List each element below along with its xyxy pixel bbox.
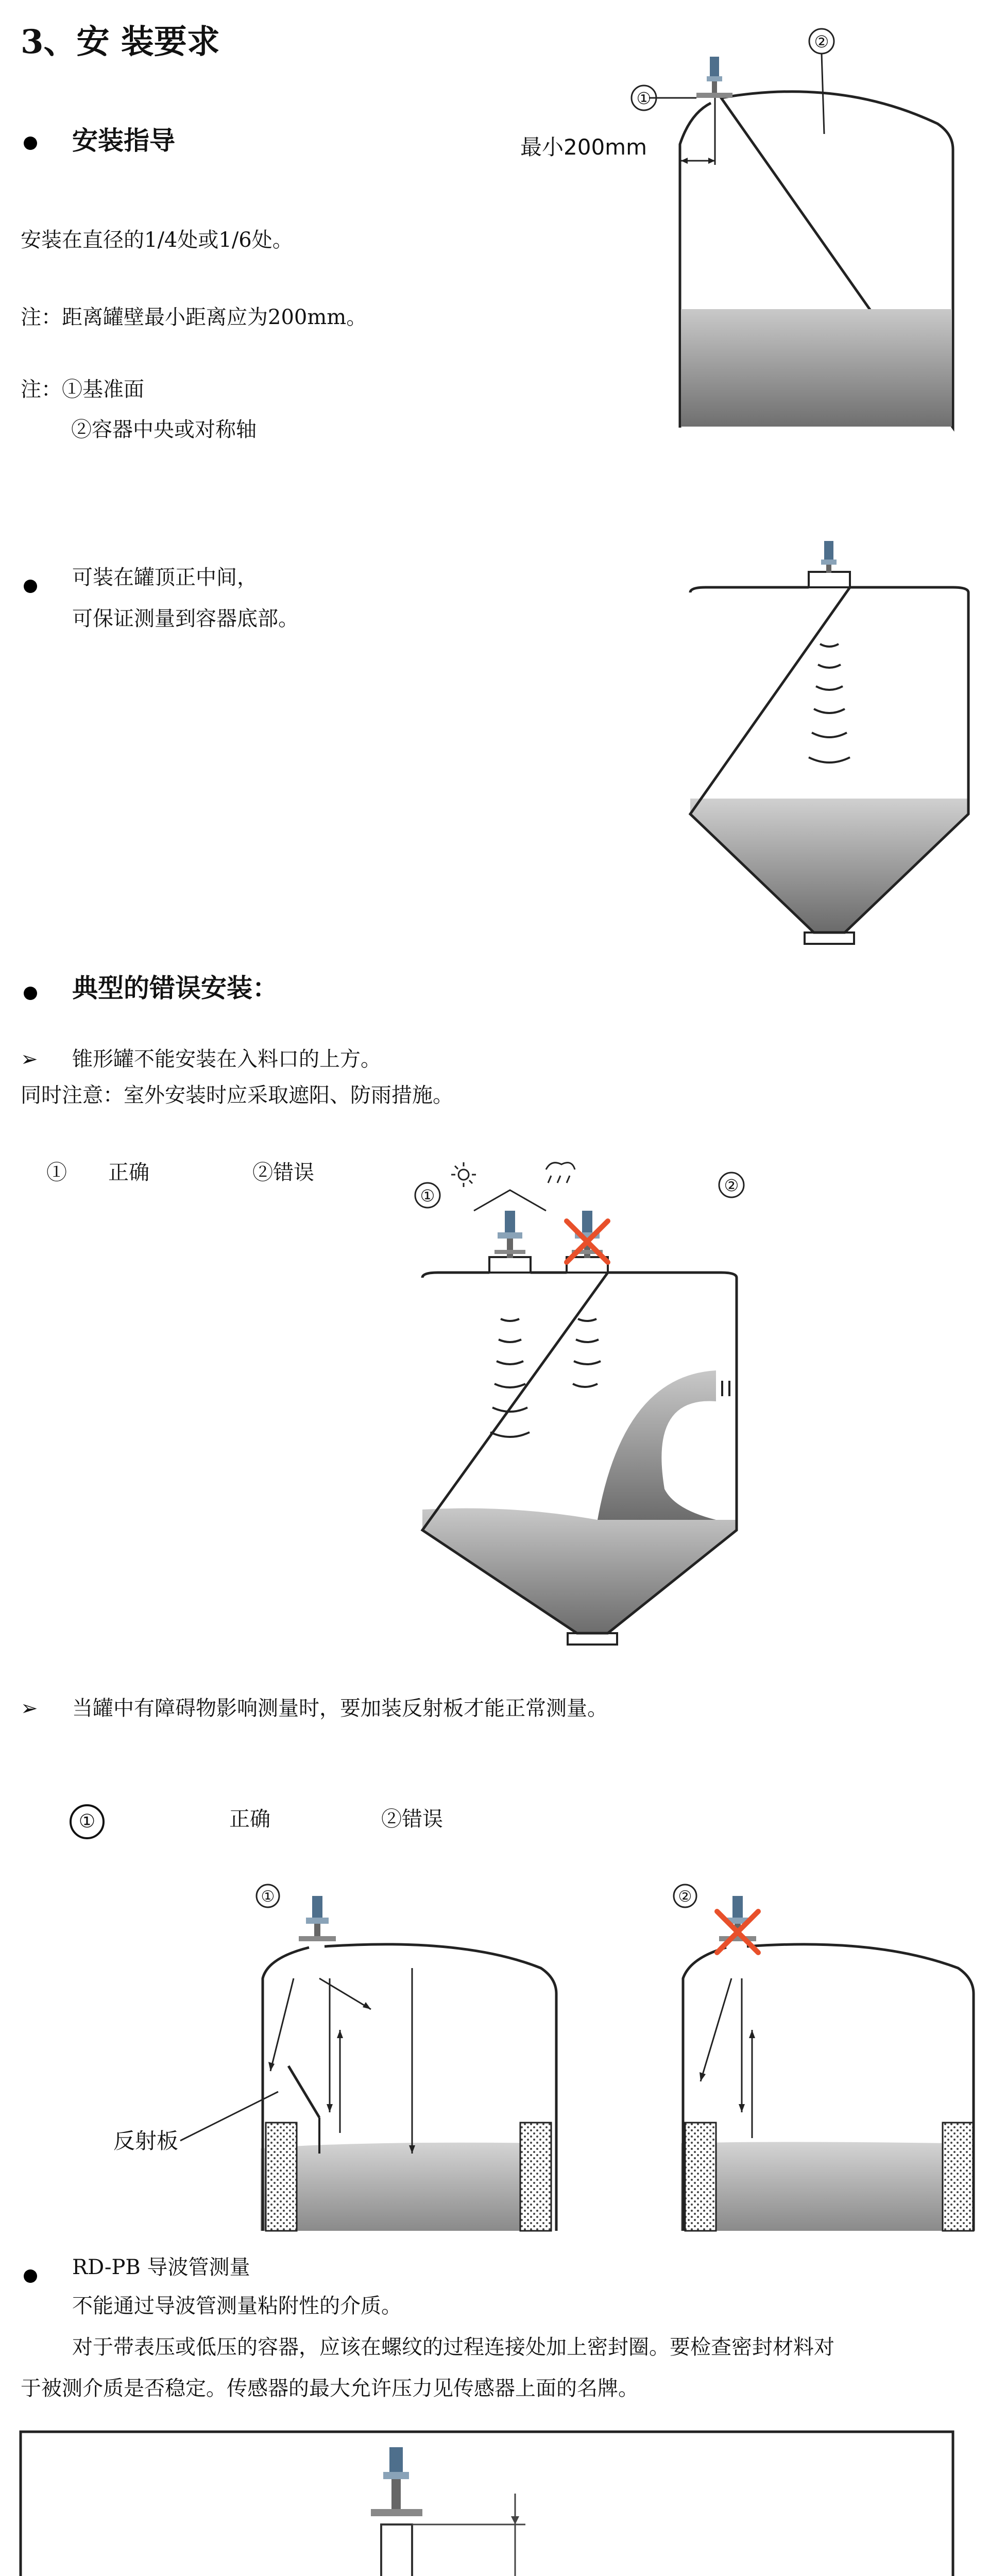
marker-2: ② xyxy=(678,1888,692,1906)
guide-note: 注：距离罐壁最小距离应为200mm。 xyxy=(21,306,367,329)
section-title: 3、安 装要求 xyxy=(21,23,220,61)
marker-1: ① xyxy=(420,1186,435,1206)
diagram-inlet-error xyxy=(407,1149,778,1654)
diagram-min-distance xyxy=(505,21,968,433)
wrong-label: ②错误 xyxy=(252,1161,314,1184)
liquid xyxy=(681,309,952,427)
radar-sensor-icon xyxy=(821,541,837,573)
bullet-dot-icon xyxy=(24,137,37,150)
min-distance-label: 最小200mm xyxy=(520,134,647,160)
marker-1: ① xyxy=(261,1888,275,1906)
stilling-line1: 不能通过导波管测量粘附性的介质。 xyxy=(72,2294,402,2318)
radar-sensor-icon xyxy=(494,1211,525,1258)
diagram-center-mount xyxy=(685,541,974,969)
marker-2: ② xyxy=(814,32,829,52)
bullet-dot-icon xyxy=(24,580,37,593)
correct2-label: 正确 xyxy=(229,1807,270,1831)
inflow-stream xyxy=(598,1370,716,1520)
top-center-line1: 可装在罐顶正中间， xyxy=(72,566,258,589)
diagram-reflector xyxy=(103,1875,968,2236)
stilling-heading: RD-PB 导波管测量 xyxy=(72,2256,250,2279)
cone-liquid xyxy=(422,1509,737,1634)
arrow-bullet-icon: ➢ xyxy=(21,1697,38,1720)
marker-1: ① xyxy=(636,89,652,108)
guide-note-axis: ②容器中央或对称轴 xyxy=(71,418,257,442)
correct2-marker: ① xyxy=(70,1804,105,1839)
errors-heading: 典型的错误安装： xyxy=(72,973,278,1003)
error-item2: 当罐中有障碍物影响测量时，要加装反射板才能正常测量。 xyxy=(72,1697,608,1720)
stilling-line3: 于被测介质是否稳定。传感器的最大允许压力见传感器上面的名牌。 xyxy=(21,2377,639,2400)
guide-heading: 安装指导 xyxy=(72,125,175,156)
reflector-label: 反射板 xyxy=(113,2128,179,2154)
radar-wave xyxy=(490,1319,601,1437)
diagram-stilling-well xyxy=(21,2432,953,2576)
radar-sensor-icon xyxy=(299,1896,336,1941)
arrow-bullet-icon: ➢ xyxy=(21,1047,38,1071)
bullet-dot-icon xyxy=(24,987,37,1000)
error-item1-note: 同时注意：室外安装时应采取遮阳、防雨措施。 xyxy=(21,1083,453,1107)
wrong2-label: ②错误 xyxy=(381,1807,443,1831)
cone-liquid xyxy=(690,799,968,933)
error-item1: 锥形罐不能安装在入料口的上方。 xyxy=(72,1047,381,1071)
guide-line: 安装在直径的1/4处或1/6处。 xyxy=(21,228,293,252)
bullet-dot-icon xyxy=(24,2269,37,2283)
radar-wave xyxy=(809,644,850,762)
stilling-line2: 对于带表压或低压的容器，应该在螺纹的过程连接处加上密封圈。要检查密封材料对 xyxy=(72,2335,834,2359)
top-center-line2: 可保证测量到容器底部。 xyxy=(72,607,299,631)
marker-2: ② xyxy=(724,1176,739,1195)
guide-note-reference: 注：①基准面 xyxy=(21,378,144,401)
correct-label: ① 正确 xyxy=(46,1161,149,1184)
sun-icon xyxy=(451,1162,476,1187)
rain-icon xyxy=(546,1163,575,1183)
radar-sensor-icon xyxy=(696,57,732,98)
